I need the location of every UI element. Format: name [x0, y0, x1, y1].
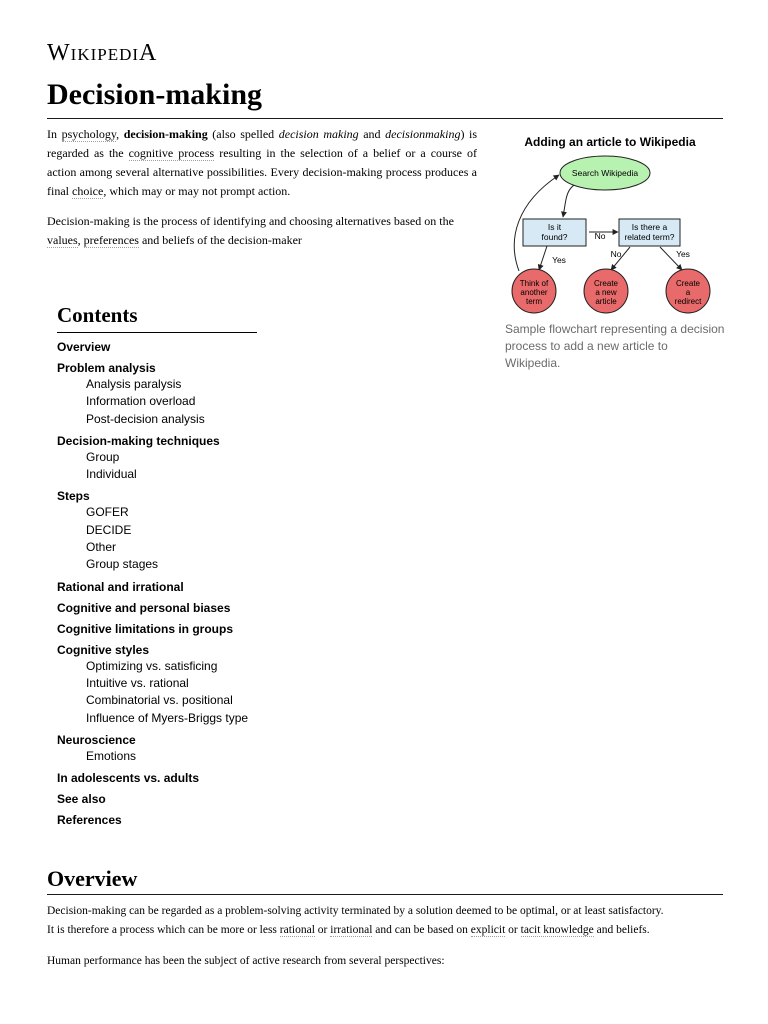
- overview-paragraph-1-line-2: [47, 921, 747, 940]
- toc-item-label[interactable]: Problem analysis: [57, 361, 156, 375]
- node-create-new-line3: article: [595, 297, 617, 306]
- intro-paragraph-2: [47, 212, 477, 250]
- wordmark-a: A: [139, 40, 158, 66]
- link-values[interactable]: values: [47, 233, 78, 247]
- link-explicit[interactable]: explicit: [470, 924, 506, 936]
- text: ,: [116, 127, 124, 141]
- toc-sublist: [57, 376, 317, 428]
- wikipedia-wordmark[interactable]: [47, 40, 157, 67]
- node-redirect-line2: a: [685, 288, 691, 297]
- toc-sublist: [57, 449, 317, 484]
- title-divider: [47, 118, 723, 119]
- text: , which may or may not prompt action.: [103, 184, 291, 198]
- text: ) is regarded as the: [47, 127, 478, 160]
- toc-subitem[interactable]: Analysis paralysis: [86, 377, 182, 391]
- toc-item-label[interactable]: Cognitive limitations in groups: [57, 621, 234, 636]
- text: or: [505, 924, 521, 936]
- arrow-found-to-think: [539, 246, 547, 270]
- bold-term: decision-making: [123, 127, 208, 141]
- figure-title: Adding an article to Wikipedia: [524, 135, 696, 149]
- toc-item[interactable]: [57, 488, 317, 573]
- text: and beliefs.: [593, 924, 650, 936]
- flowchart-figure[interactable]: [505, 153, 719, 323]
- text: and: [358, 127, 386, 141]
- text: It is therefore a process which can be more or less: [47, 924, 280, 936]
- toc-item-label[interactable]: Neuroscience: [57, 732, 136, 747]
- text: (also spelled: [207, 127, 279, 141]
- toc-item-label[interactable]: Cognitive styles: [57, 642, 150, 657]
- link-preferences[interactable]: preferences: [83, 233, 139, 247]
- node-related-line1: Is there a: [631, 222, 668, 232]
- text: or: [314, 924, 331, 936]
- toc-subitem[interactable]: Optimizing vs. satisficing: [86, 658, 218, 673]
- edge-label-no-1: No: [594, 231, 606, 241]
- toc-item[interactable]: [57, 433, 317, 484]
- intro-paragraph-1: [47, 125, 477, 201]
- link-rational[interactable]: rational: [279, 924, 315, 936]
- table-of-contents: [57, 339, 317, 828]
- toc-title: Contents: [57, 303, 138, 327]
- toc-subitem[interactable]: Post-decision analysis: [86, 411, 205, 426]
- toc-item[interactable]: [57, 812, 317, 828]
- toc-subitem[interactable]: Combinatorial vs. positional: [86, 693, 233, 708]
- italic-term: decision making: [278, 127, 359, 141]
- node-create-new-line1: Create: [593, 279, 619, 288]
- toc-subitem[interactable]: Influence of Myers-Briggs type: [86, 710, 249, 725]
- wordmark-w: W: [47, 40, 71, 66]
- link-psychology[interactable]: psychology: [61, 127, 117, 141]
- toc-subitem[interactable]: Other: [86, 540, 117, 555]
- toc-item[interactable]: [57, 339, 317, 355]
- overview-divider: [47, 894, 723, 895]
- node-found-line1: Is it: [547, 222, 562, 232]
- toc-subitem[interactable]: Group: [86, 449, 120, 464]
- node-think-line1: Think of: [519, 279, 549, 288]
- link-irrational[interactable]: irrational: [330, 924, 373, 936]
- toc-subitem[interactable]: GOFER: [86, 505, 129, 520]
- toc-subitem[interactable]: Group stages: [86, 557, 159, 572]
- toc-item-label[interactable]: Steps: [57, 489, 90, 504]
- node-found-line2: found?: [541, 232, 568, 242]
- node-redirect-line3: redirect: [674, 297, 702, 306]
- toc-sublist: [57, 504, 317, 573]
- toc-item[interactable]: [57, 579, 317, 595]
- toc-item[interactable]: [57, 642, 317, 727]
- text: In: [47, 127, 62, 141]
- text: resulting in the selection of a belief or a course of action among several alternative possibilities. Every decision-making process produces a final: [47, 146, 477, 198]
- node-think-line3: term: [526, 297, 542, 306]
- toc-item-label[interactable]: In adolescents vs. adults: [57, 771, 200, 786]
- link-tacit-knowledge[interactable]: tacit knowledge: [520, 924, 594, 936]
- toc-divider: [57, 332, 257, 333]
- overview-paragraph-2: Human performance has been the subject of active research from several perspectives:: [47, 955, 445, 967]
- text: and can be based on: [372, 924, 471, 936]
- toc-sublist: [57, 658, 317, 727]
- figure-caption: Sample flowchart representing a decision process to add a new article to Wikipedia.: [505, 322, 725, 370]
- node-redirect-line1: Create: [675, 279, 701, 288]
- text: ,: [77, 233, 84, 247]
- toc-item[interactable]: [57, 770, 317, 786]
- text: Decision-making is the process of identifying and choosing alternatives based on the: [47, 214, 454, 228]
- link-cognitive-process[interactable]: cognitive process: [128, 146, 215, 160]
- node-search-label: Search Wikipedia: [571, 168, 639, 178]
- node-related-line2: related term?: [624, 232, 675, 242]
- toc-item[interactable]: [57, 732, 317, 765]
- toc-sublist: [57, 748, 317, 765]
- node-create-new-line2: a new: [595, 288, 617, 297]
- wordmark-middle: IKIPEDI: [70, 45, 140, 64]
- toc-item-label[interactable]: Cognitive and personal biases: [57, 600, 231, 615]
- toc-subitem[interactable]: Intuitive vs. rational: [86, 675, 189, 690]
- toc-item-label[interactable]: Overview: [57, 340, 111, 354]
- section-heading-overview: Overview: [47, 866, 138, 891]
- node-think-line2: another: [520, 288, 548, 297]
- italic-term: decisionmaking: [385, 127, 461, 141]
- toc-item[interactable]: [57, 621, 317, 637]
- text: and beliefs of the decision-maker: [138, 233, 302, 247]
- toc-item-label[interactable]: Decision-making techniques: [57, 433, 220, 448]
- toc-item[interactable]: [57, 600, 317, 616]
- toc-subitem[interactable]: Information overload: [86, 394, 196, 409]
- toc-item[interactable]: [57, 360, 317, 428]
- toc-subitem[interactable]: Emotions: [86, 748, 137, 763]
- edge-label-no-2: No: [610, 249, 622, 259]
- toc-subitem[interactable]: DECIDE: [86, 522, 132, 537]
- toc-subitem[interactable]: Individual: [86, 467, 137, 482]
- toc-item-label[interactable]: References: [57, 813, 122, 828]
- toc-item-label[interactable]: Rational and irrational: [57, 579, 184, 594]
- toc-item-label[interactable]: See also: [57, 792, 106, 807]
- edge-label-yes-2: Yes: [676, 249, 690, 259]
- toc-item[interactable]: [57, 791, 317, 807]
- edge-label-yes-1: Yes: [552, 255, 566, 265]
- overview-paragraph-1-line-1: Decision-making can be regarded as a problem-solving activity terminated by a solution deemed to be optimal, or at least satisfactory.: [47, 905, 664, 917]
- link-choice[interactable]: choice: [72, 184, 104, 198]
- page-title: Decision-making: [47, 78, 263, 111]
